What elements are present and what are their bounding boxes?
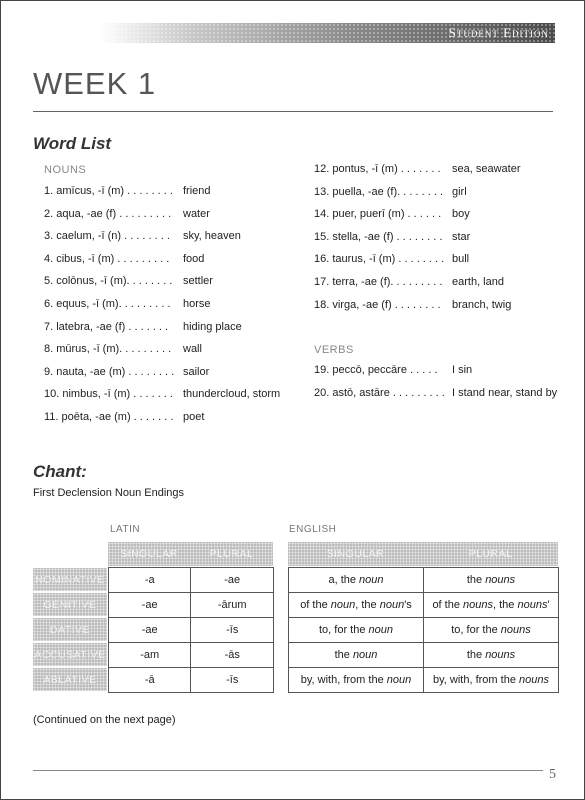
latin-label: LATIN xyxy=(110,524,141,535)
word-entry-definition: water xyxy=(183,207,210,220)
english-singular-cell: of the noun, the noun's xyxy=(289,593,424,618)
latin-header-band xyxy=(108,542,273,566)
word-entry-definition: I sin xyxy=(452,364,473,376)
word-entry-definition: girl xyxy=(452,185,467,198)
word-entry-term: 8. mūrus, -ī (m). . . . . . . . . xyxy=(44,343,172,356)
word-entry-definition: thundercloud, storm xyxy=(183,388,281,401)
english-endings-table xyxy=(288,567,559,693)
word-entry-definition: bull xyxy=(452,253,470,266)
english-plural-cell: the nouns xyxy=(424,643,559,668)
latin-plural-cell: -ārum xyxy=(191,593,274,618)
word-list-heading: Word List xyxy=(33,134,112,153)
word-entry-term: 12. pontus, -ī (m) . . . . . . . xyxy=(314,163,441,175)
title-divider xyxy=(33,111,553,112)
word-entry-definition: boy xyxy=(452,208,470,221)
word-entry-definition: sailor xyxy=(183,365,210,378)
verbs-label: VERBS xyxy=(314,344,354,356)
footer-divider xyxy=(33,770,543,771)
word-entry-term: 4. cibus, -ī (m) . . . . . . . . . xyxy=(44,252,170,265)
word-entry-term: 16. taurus, -ī (m) . . . . . . . . xyxy=(314,253,445,266)
latin-plural-cell: -ae xyxy=(191,568,274,593)
latin-plural-header: PLURAL xyxy=(209,548,254,560)
case-label: ACCUSATIVE xyxy=(33,643,107,666)
word-entry-term: 9. nauta, -ae (m) . . . . . . . . xyxy=(44,365,175,378)
english-singular-cell: by, with, from the noun xyxy=(289,668,424,693)
word-entry-definition: branch, twig xyxy=(452,298,512,311)
word-entry-definition: wall xyxy=(183,343,202,356)
latin-singular-cell: -ae xyxy=(109,618,191,643)
table-row xyxy=(289,593,559,618)
chant-subtitle: First Declension Noun Endings xyxy=(33,487,185,499)
case-label: NOMINATIVE xyxy=(33,568,107,591)
english-plural-cell: by, with, from the nouns xyxy=(424,668,559,693)
case-label: ABLATIVE xyxy=(33,668,107,691)
word-entry-definition: food xyxy=(183,252,205,265)
english-plural-cell: to, for the nouns xyxy=(424,618,559,643)
english-label: ENGLISH xyxy=(289,524,337,535)
word-entry-definition: sky, heaven xyxy=(183,230,241,243)
word-entry-term: 5. colōnus, -ī (m). . . . . . . . xyxy=(44,275,173,288)
word-entry-definition: I stand near, stand by xyxy=(452,386,558,399)
english-singular-cell: a, the noun xyxy=(289,568,424,593)
nouns-label: NOUNS xyxy=(44,164,87,176)
page-number: 5 xyxy=(549,767,556,782)
latin-singular-cell: -ā xyxy=(109,668,191,693)
edition-label: Student Edition xyxy=(448,25,549,40)
english-plural-cell: the nouns xyxy=(424,568,559,593)
word-entry-definition: poet xyxy=(183,411,205,423)
word-entry-definition: settler xyxy=(183,275,213,288)
latin-plural-cell: -ās xyxy=(191,643,274,668)
word-entry-term: 2. aqua, -ae (f) . . . . . . . . . xyxy=(44,207,172,220)
english-plural-header: PLURAL xyxy=(468,548,513,560)
table-row xyxy=(109,568,274,593)
english-header-band xyxy=(288,542,558,566)
word-entry-definition: friend xyxy=(183,185,211,197)
latin-plural-cell: -īs xyxy=(191,668,274,693)
word-entry-term: 14. puer, puerī (m) . . . . . . xyxy=(314,208,442,221)
table-row xyxy=(109,643,274,668)
latin-singular-cell: -a xyxy=(109,568,191,593)
word-entry-term: 10. nimbus, -ī (m) . . . . . . . xyxy=(44,388,173,401)
edition-banner xyxy=(100,23,555,43)
word-entry-definition: hiding place xyxy=(183,320,242,333)
case-label: GENITIVE xyxy=(33,593,107,616)
continued-note: (Continued on the next page) xyxy=(33,714,176,726)
page-title: WEEK 1 xyxy=(33,66,157,101)
word-entry-term: 7. latebra, -ae (f) . . . . . . . xyxy=(44,320,169,333)
word-entry-term: 19. peccō, peccāre . . . . . xyxy=(314,364,438,376)
word-entry-definition: sea, seawater xyxy=(452,163,521,175)
table-row xyxy=(289,668,559,693)
chant-heading: Chant: xyxy=(33,462,87,481)
english-singular-cell: to, for the noun xyxy=(289,618,424,643)
word-entry-term: 6. equus, -ī (m). . . . . . . . . xyxy=(44,298,171,310)
latin-singular-header: SINGULAR xyxy=(120,548,178,560)
word-entry-term: 18. virga, -ae (f) . . . . . . . . xyxy=(314,298,441,311)
word-entry-term: 1. amīcus, -ī (m) . . . . . . . . xyxy=(44,185,173,197)
latin-plural-cell: -īs xyxy=(191,618,274,643)
word-entry-definition: star xyxy=(452,230,471,243)
table-row xyxy=(109,618,274,643)
case-label: DATIVE xyxy=(33,618,107,641)
latin-endings-table xyxy=(108,567,274,693)
word-entry-term: 3. caelum, -ī (n) . . . . . . . . xyxy=(44,230,170,243)
word-entry-term: 15. stella, -ae (f) . . . . . . . . xyxy=(314,230,443,243)
latin-singular-cell: -ae xyxy=(109,593,191,618)
table-row xyxy=(109,593,274,618)
word-entry-definition: horse xyxy=(183,298,211,310)
word-entry-term: 17. terra, -ae (f). . . . . . . . . xyxy=(314,276,443,288)
word-entry-term: 20. astō, astāre . . . . . . . . . xyxy=(314,386,445,399)
table-row xyxy=(289,643,559,668)
english-singular-header: SINGULAR xyxy=(326,548,385,560)
table-row xyxy=(109,668,274,693)
table-row xyxy=(289,618,559,643)
table-row xyxy=(289,568,559,593)
latin-singular-cell: -am xyxy=(109,643,191,668)
english-singular-cell: the noun xyxy=(289,643,424,668)
word-entry-definition: earth, land xyxy=(452,276,504,288)
word-entry-term: 11. poēta, -ae (m) . . . . . . . xyxy=(44,411,174,423)
english-plural-cell: of the nouns, the nouns' xyxy=(424,593,559,618)
word-entry-term: 13. puella, -ae (f). . . . . . . . xyxy=(314,185,443,198)
